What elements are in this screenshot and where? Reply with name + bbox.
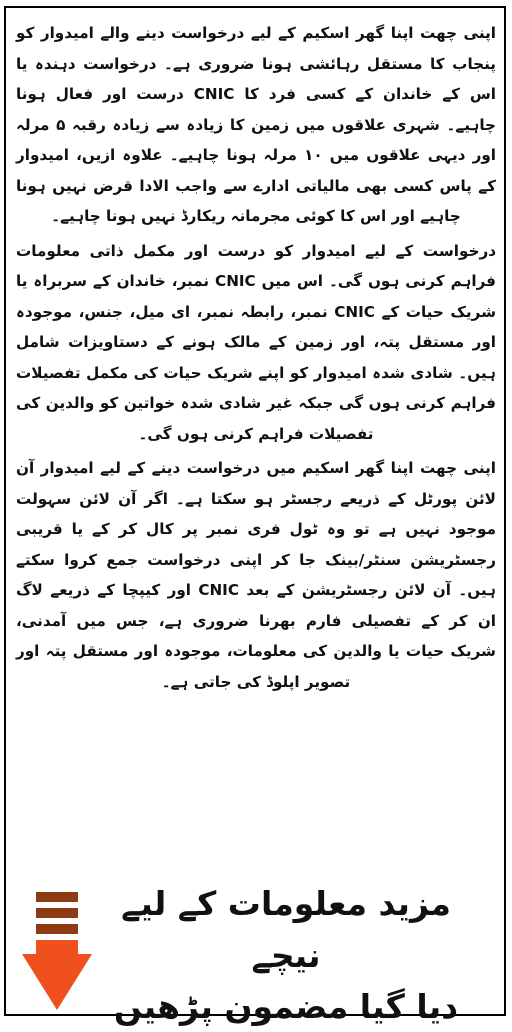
arrow-stripe-2 [36, 908, 78, 918]
arrow-head [22, 954, 92, 1010]
read-more-line-1: مزید معلومات کے لیے نیچے [121, 884, 451, 975]
read-more-banner[interactable] [4, 872, 506, 1026]
read-more-line-2: دیا گیا مضمون پڑھیں [113, 987, 459, 1026]
read-more-text[interactable] [86, 878, 486, 1032]
paragraph-registration-process: اپنی چھت اپنا گھر اسکیم میں درخواست دینے کے لیے امیدوار آن لائن پورٹل کے ذریعے رجسٹر ہو سکتا ہے۔ اگر آن لائن سہولت موجود نہیں ہے تو وہ ٹول فری نمبر پر کال کر کے یا قریبی رجسٹریشن سنٹر/بینک جا کر اپنی درخواست جمع کروا سکتے ہیں۔ آن لائن رجسٹریشن کے بعد CNIC اور کیپچا کے ذریعے لاگ ان کر کے تفصیلی فارم بھرنا ضروری ہے، جس میں آمدنی، شریک حیات یا والدین کی معلومات، موجودہ اور مستقل پتہ اور تصویر اپلوڈ کی جاتی ہے۔ [16, 459, 496, 691]
arrow-stripe-1 [36, 892, 78, 902]
article-body [16, 18, 496, 701]
arrow-stripe-3 [36, 924, 78, 934]
paragraph-eligibility: اپنی چھت اپنا گھر اسکیم کے لیے درخواست دینے والے امیدوار کو پنجاب کا مستقل رہائشی ہونا ضروری ہے۔ درخواست دہندہ یا اس کے خاندان کے کسی فرد کا CNIC درست اور فعال ہونا چاہیے۔ شہری علاقوں میں زمین کا زیادہ سے زیادہ رقبہ ۵ مرلہ اور دیہی علاقوں میں ۱۰ مرلہ ہونا چاہیے۔ علاوہ ازیں، امیدوار کے پاس کسی بھی مالیاتی ادارے سے واجب الادا قرض نہیں ہونا چاہیے اور اس کا کوئی مجرمانہ ریکارڈ نہیں ہونا چاہیے۔ [16, 24, 497, 225]
arrow-shaft [36, 940, 78, 954]
paragraph-required-information: درخواست کے لیے امیدوار کو درست اور مکمل ذاتی معلومات فراہم کرنی ہوں گی۔ اس میں CNIC نمبر، خاندان کے سربراہ یا شریک حیات کے CNIC نمبر، رابطہ نمبر، ای میل، جنس، موجودہ اور مستقل پتہ، اور زمین کے مالک ہونے کے دستاویزات شامل ہیں۔ شادی شدہ امیدوار کو اپنے شریک حیات کی مکمل تفصیلات فراہم کرنی ہوں گی جبکہ غیر شادی شدہ خواتین کو والدین کی تفصیلات فراہم کرنی ہوں گی۔ [16, 241, 497, 443]
down-arrow-icon [22, 892, 92, 1012]
